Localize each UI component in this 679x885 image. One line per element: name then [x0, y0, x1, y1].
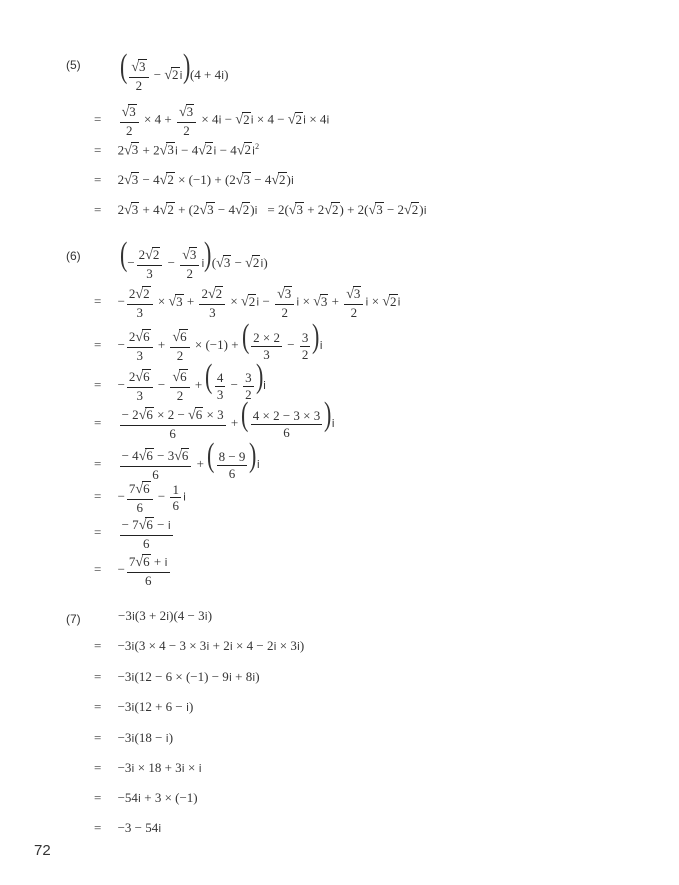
problem-5-label: (5) [66, 58, 81, 72]
p6-line-6: = − $\frac{7√6}{6}$ − $\frac{1}{6}$ i [94, 481, 187, 515]
p5-line-0: ( $\frac{√3}{2}$ − √2i)(4 + 4i) [119, 48, 229, 94]
p5-line-1: = $\frac{√3}{2}$ × 4 + $\frac{√3}{2}$ × 4i − √2i × 4 − √2i × 4i [94, 104, 330, 138]
problem-7-label: (7) [66, 612, 81, 626]
page-number: 72 [34, 842, 51, 859]
p6-line-8: = − $\frac{7√6 + i}{6}$ [94, 554, 168, 588]
p7-line-4: = −3i(18 − i) [94, 730, 174, 745]
p5-line-4: = 2√3 + 4√2 + (2√3 − 4√2)i = 2(√3 + 2√2) + 2(√3 − 2√2)i [94, 202, 427, 218]
p7-line-1: = −3i(3 × 4 − 3 × 3i + 2i × 4 − 2i × 3i) [94, 638, 305, 653]
p6-line-5: = $\frac{- 4√6 - 3√6}{6}$ + ( $\frac{8 - 9}{6}$ )i [94, 437, 260, 483]
p5-line-2: = $2√3 + 2√3i - 4√2i - 4√2i^2$ [94, 142, 260, 159]
p7-line-2: = −3i(12 − 6 × (−1) − 9i + 8i) [94, 669, 260, 684]
p6-line-3: = − $\frac{2√6}{3}$ − $\frac{√6}{2}$ + ( $\frac{4}{3}$ − $\frac{3}{2}$ )i [94, 358, 267, 404]
p6-line-1: = − $\frac{2√2}{3}$ × √3 + $\frac{2√2}{3}$ × √2i − $\frac{√3}{2}$ i × √3 + $\frac{√3}{2}$ i × √2i [94, 286, 401, 320]
p6-line-4: = $\frac{- 2√6 \times 2 - √6 \times 3}{6}$ + ( $\frac{4 \times 2 - 3 \times 3}{6}$ )i [94, 396, 335, 442]
p5-line-3: = 2√3 − 4√2 × (−1) + (2√3 − 4√2)i [94, 172, 294, 188]
p6-line-0: (− $\frac{2√2}{3}$ − $\frac{√3}{2}$ i)(√3 − √2i) [119, 236, 268, 282]
problem-6-label: (6) [66, 249, 81, 263]
p7-line-6: = −54i + 3 × (−1) [94, 790, 198, 805]
p6-line-7: = $\frac{- 7√6 - i}{6}$ [94, 517, 171, 551]
p6-line-2: = − $\frac{2√6}{3}$ + $\frac{√6}{2}$ × (−1) + ( $\frac{2 \times 2}{3}$ − $\frac{3}{2}$ )i [94, 318, 323, 364]
p7-line-3: = −3i(12 + 6 − i) [94, 699, 194, 714]
p7-line-7: = −3 − 54i [94, 820, 162, 835]
p7-line-0: −3i(3 + 2i)(4 − 3i) [118, 608, 213, 623]
p7-line-5: = −3i × 18 + 3i × i [94, 760, 202, 775]
